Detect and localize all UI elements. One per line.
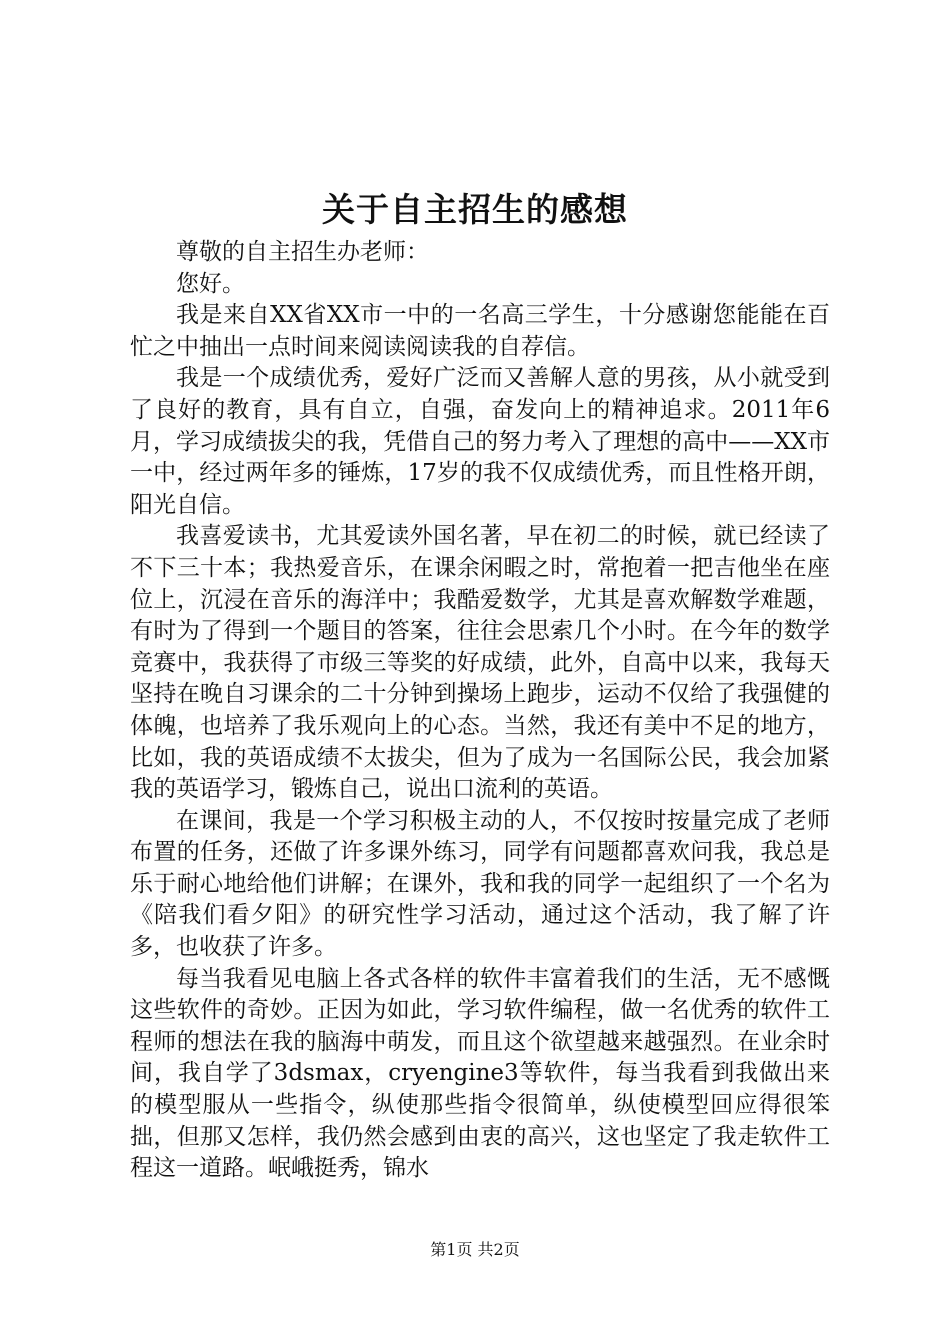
salutation: 尊敬的自主招生办老师： xyxy=(176,239,429,265)
paragraph-intro: 我是来自XX省XX市一中的一名高三学生，十分感谢您能能在百忙之中抽出一点时间来阅读阅读我的自荐信。 xyxy=(130,302,830,360)
paragraph-hobbies: 我喜爱读书，尤其爱读外国名著，早在初二的时候，就已经读了不下三十本；我热爱音乐，在课余闲暇之时，常抱着一把吉他坐在座位上，沉浸在音乐的海洋中；我酷爱数学，尤其是喜欢解数学难题，有时为了得到一个题目的答案，往往会思索几个小时。在今年的数学竞赛中，我获得了市级三等奖的好成绩，此外，自高中以来，我每天坚持在晚自习课余的二十分钟到操场上跑步，运动不仅给了我强健的体魄，也培养了我乐观向上的心态。当然，我还有美中不足的地方，比如，我的英语成绩不太拔尖，但为了成为一名国际公民，我会加紧我的英语学习，锻炼自己，说出口流利的英语。 xyxy=(130,523,830,803)
paragraph-study: 在课间，我是一个学习积极主动的人，不仅按时按量完成了老师布置的任务，还做了许多课外练习，同学有问题都喜欢问我，我总是乐于耐心地给他们讲解；在课外，我和我的同学一起组织了一个名为《陪我们看夕阳》的研究性学习活动，通过这个活动，我了解了许多，也收获了许多。 xyxy=(130,807,830,961)
document-title: 关于自主招生的感想 xyxy=(322,190,628,229)
page-number: 第1页 共2页 xyxy=(430,1240,520,1259)
paragraph-background: 我是一个成绩优秀，爱好广泛而又善解人意的男孩，从小就受到了良好的教育，具有自立，自强，奋发向上的精神追求。2011年6月，学习成绩拔尖的我，凭借自己的努力考入了理想的高中——XX市一中，经过两年多的锤炼，17岁的我不仅成绩优秀，而且性格开朗，阳光自信。 xyxy=(130,365,830,518)
paragraph-software: 每当我看见电脑上各式各样的软件丰富着我们的生活，无不感慨这些软件的奇妙。正因为如此，学习软件编程，做一名优秀的软件工程师的想法在我的脑海中萌发，而且这个欲望越来越强烈。在业余时间，我自学了3dsmax，cryengine3等软件，每当我看到我做出来的模型服从一些指令，纵使那些指令很简单，纵使模型回应得很笨拙，但那又怎样，我仍然会感到由衷的高兴，这也坚定了我走软件工程这一道路。岷峨挺秀，锦水 xyxy=(130,965,830,1182)
document-body xyxy=(130,237,830,1185)
greeting: 您好。 xyxy=(176,270,245,297)
